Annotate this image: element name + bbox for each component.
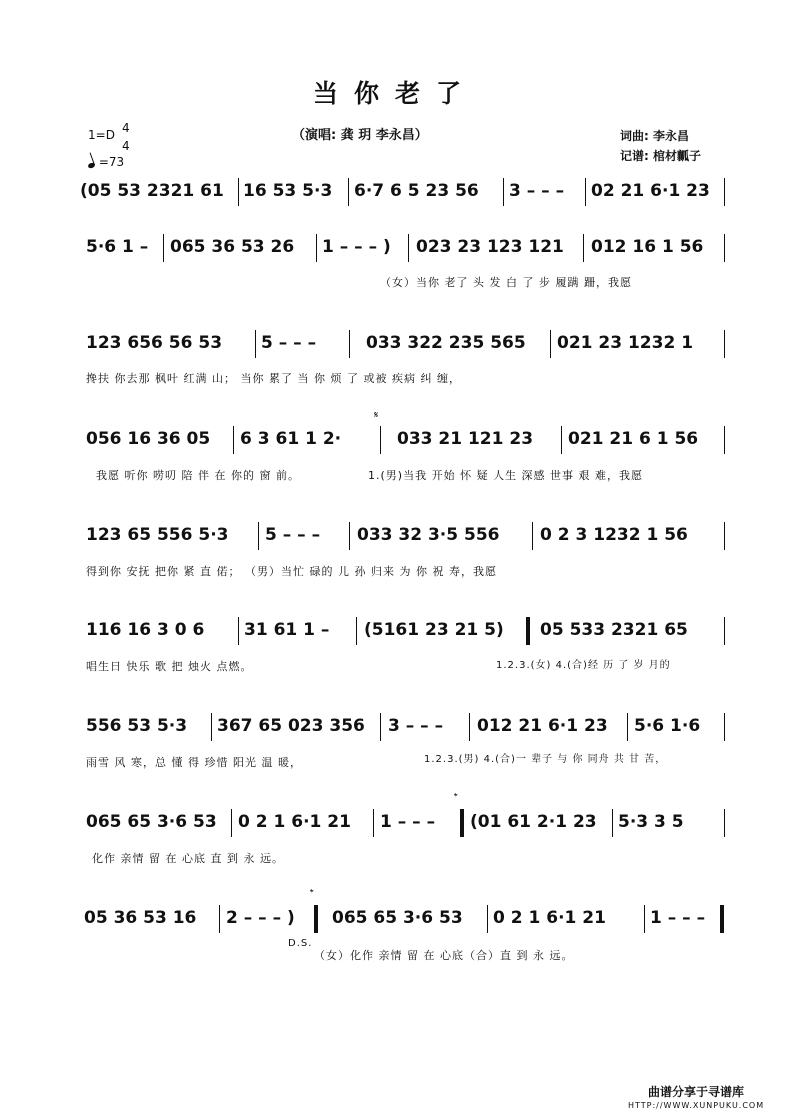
measure: 123 65 556 5·3 xyxy=(86,525,229,545)
barline xyxy=(316,234,317,262)
measure: (5161 23 21 5) xyxy=(364,620,504,640)
lyrics-line-verse: 1.2.3.(男) 4.(合)一 辈子 与 你 同舟 共 甘 苦， xyxy=(424,754,667,765)
barline xyxy=(612,809,613,837)
ds-marking: D.S. xyxy=(288,938,313,949)
barline xyxy=(408,234,409,262)
measure: 021 23 1232 1 xyxy=(557,333,694,353)
barline xyxy=(238,617,239,645)
final-barline xyxy=(720,905,724,933)
measure: 023 23 123 121 xyxy=(416,237,564,257)
measure: 0 2 1 6·1 21 xyxy=(238,812,351,832)
lyrics-line: 化作 亲情 留 在 心底 直 到 永 远。 xyxy=(92,852,284,865)
key-signature: 1=D xyxy=(88,128,115,142)
coda-icon: 𝄌 xyxy=(454,792,458,803)
barline xyxy=(724,178,725,206)
barline xyxy=(469,713,470,741)
barline xyxy=(373,809,374,837)
measure: 033 32 3·5 556 xyxy=(357,525,500,545)
measure: 3 – – – xyxy=(388,716,444,736)
barline xyxy=(219,905,220,933)
repeat-barline xyxy=(526,617,530,645)
page-title: 当你老了 xyxy=(312,79,477,108)
lyricist-composer: 词曲: 李永昌 xyxy=(620,129,689,143)
barline xyxy=(380,713,381,741)
barline xyxy=(724,234,725,262)
footer-url[interactable]: HTTP://WWW.XUNPUKU.COM xyxy=(628,1101,765,1110)
measure: 021 21 6 1 56 xyxy=(568,429,699,449)
measure: 3 – – – xyxy=(509,181,565,201)
measure: 556 53 5·3 xyxy=(86,716,188,736)
barline xyxy=(532,522,533,550)
barline xyxy=(255,330,256,358)
measure: 0 2 1 6·1 21 xyxy=(493,908,606,928)
lyrics-line: 雨雪 风 寒，总 懂 得 珍惜 阳光 温 暖， xyxy=(86,756,302,769)
measure: 31 61 1 – xyxy=(244,620,330,640)
barline xyxy=(724,617,725,645)
time-signature-top: 4 xyxy=(122,121,130,135)
barline xyxy=(644,905,645,933)
barline xyxy=(163,234,164,262)
barline xyxy=(487,905,488,933)
measure: 123 656 56 53 xyxy=(86,333,223,353)
barline xyxy=(550,330,551,358)
tempo-value: =73 xyxy=(98,155,125,169)
barline xyxy=(724,522,725,550)
barline xyxy=(349,330,350,358)
measure: 5·6 1 – xyxy=(86,237,149,257)
barline xyxy=(724,426,725,454)
barline xyxy=(627,713,628,741)
measure: 033 21 121 23 xyxy=(397,429,534,449)
barline xyxy=(231,809,232,837)
measure: 16 53 5·3 xyxy=(243,181,333,201)
barline xyxy=(503,178,504,206)
barline xyxy=(356,617,357,645)
barline xyxy=(724,809,725,837)
barline xyxy=(233,426,234,454)
barline xyxy=(583,234,584,262)
measure: 1 – – – ) xyxy=(322,237,391,257)
measure: 5·3 3 5 xyxy=(618,812,684,832)
barline xyxy=(561,426,562,454)
measure: 065 65 3·6 53 xyxy=(86,812,217,832)
measure: 2 – – – ) xyxy=(226,908,295,928)
measure: 367 65 023 356 xyxy=(217,716,365,736)
lyrics-line: （女）当你 老了 头 发 白 了 步 履蹒 跚，我愿 xyxy=(380,276,632,289)
barline xyxy=(349,522,350,550)
barline xyxy=(348,178,349,206)
measure: 012 21 6·1 23 xyxy=(477,716,608,736)
coda-icon: 𝄌 xyxy=(310,888,314,899)
lyrics-line: 我愿 听你 唠叨 陪 伴 在 你的 窗 前。 xyxy=(96,469,300,482)
measure: 065 65 3·6 53 xyxy=(332,908,463,928)
measure: 116 16 3 0 6 xyxy=(86,620,205,640)
barline xyxy=(238,178,239,206)
measure: 05 533 2321 65 xyxy=(540,620,688,640)
measure: 02 21 6·1 23 xyxy=(591,181,710,201)
singers-line: （演唱: 龚 玥 李永昌） xyxy=(292,128,428,143)
transcriber: 记谱: 棺材瓤子 xyxy=(620,149,701,163)
measure: (05 53 2321 61 xyxy=(80,181,224,201)
lyrics-line-verse: 1.2.3.(女) 4.(合)经 历 了 岁 月的 xyxy=(496,660,671,671)
measure: 012 16 1 56 xyxy=(591,237,704,257)
barline xyxy=(258,522,259,550)
measure: (01 61 2·1 23 xyxy=(470,812,597,832)
barline xyxy=(585,178,586,206)
measure: 5·6 1·6 xyxy=(634,716,701,736)
double-barline xyxy=(314,905,318,933)
repeat-barline xyxy=(460,809,464,837)
lyrics-line: 得到你 安抚 把你 紧 直 偌； （男）当忙 碌的 儿 孙 归来 为 你 祝 寿，我愿 xyxy=(86,565,497,578)
measure: 6·7 6 5 23 56 xyxy=(354,181,479,201)
segno-icon: 𝄋 xyxy=(374,410,379,421)
measure: 05 36 53 16 xyxy=(84,908,197,928)
barline xyxy=(380,426,381,454)
barline xyxy=(724,330,725,358)
time-signature-bottom: 4 xyxy=(122,139,130,153)
measure: 5 – – – xyxy=(265,525,321,545)
lyrics-line-verse: 1.(男)当我 开始 怀 疑 人生 深感 世事 艰 难，我愿 xyxy=(368,469,644,482)
barline xyxy=(211,713,212,741)
measure: 033 322 235 565 xyxy=(366,333,526,353)
measure: 5 – – – xyxy=(261,333,317,353)
lyrics-line: 搀扶 你去那 枫叶 红满 山； 当你 累了 当 你 烦 了 或被 疾病 纠 缠， xyxy=(86,372,461,385)
footer-site: 曲谱分享于寻谱库 xyxy=(648,1085,745,1099)
measure: 6 3 61 1 2· xyxy=(240,429,342,449)
measure: 1 – – – xyxy=(650,908,706,928)
measure: 0 2 3 1232 1 56 xyxy=(540,525,688,545)
measure: 1 – – – xyxy=(380,812,436,832)
lyrics-line: 唱生日 快乐 歌 把 烛火 点燃。 xyxy=(86,660,253,673)
measure: 065 36 53 26 xyxy=(170,237,295,257)
lyrics-line: （女）化作 亲情 留 在 心底（合）直 到 永 远。 xyxy=(314,949,574,962)
measure: 056 16 36 05 xyxy=(86,429,211,449)
barline xyxy=(724,713,725,741)
